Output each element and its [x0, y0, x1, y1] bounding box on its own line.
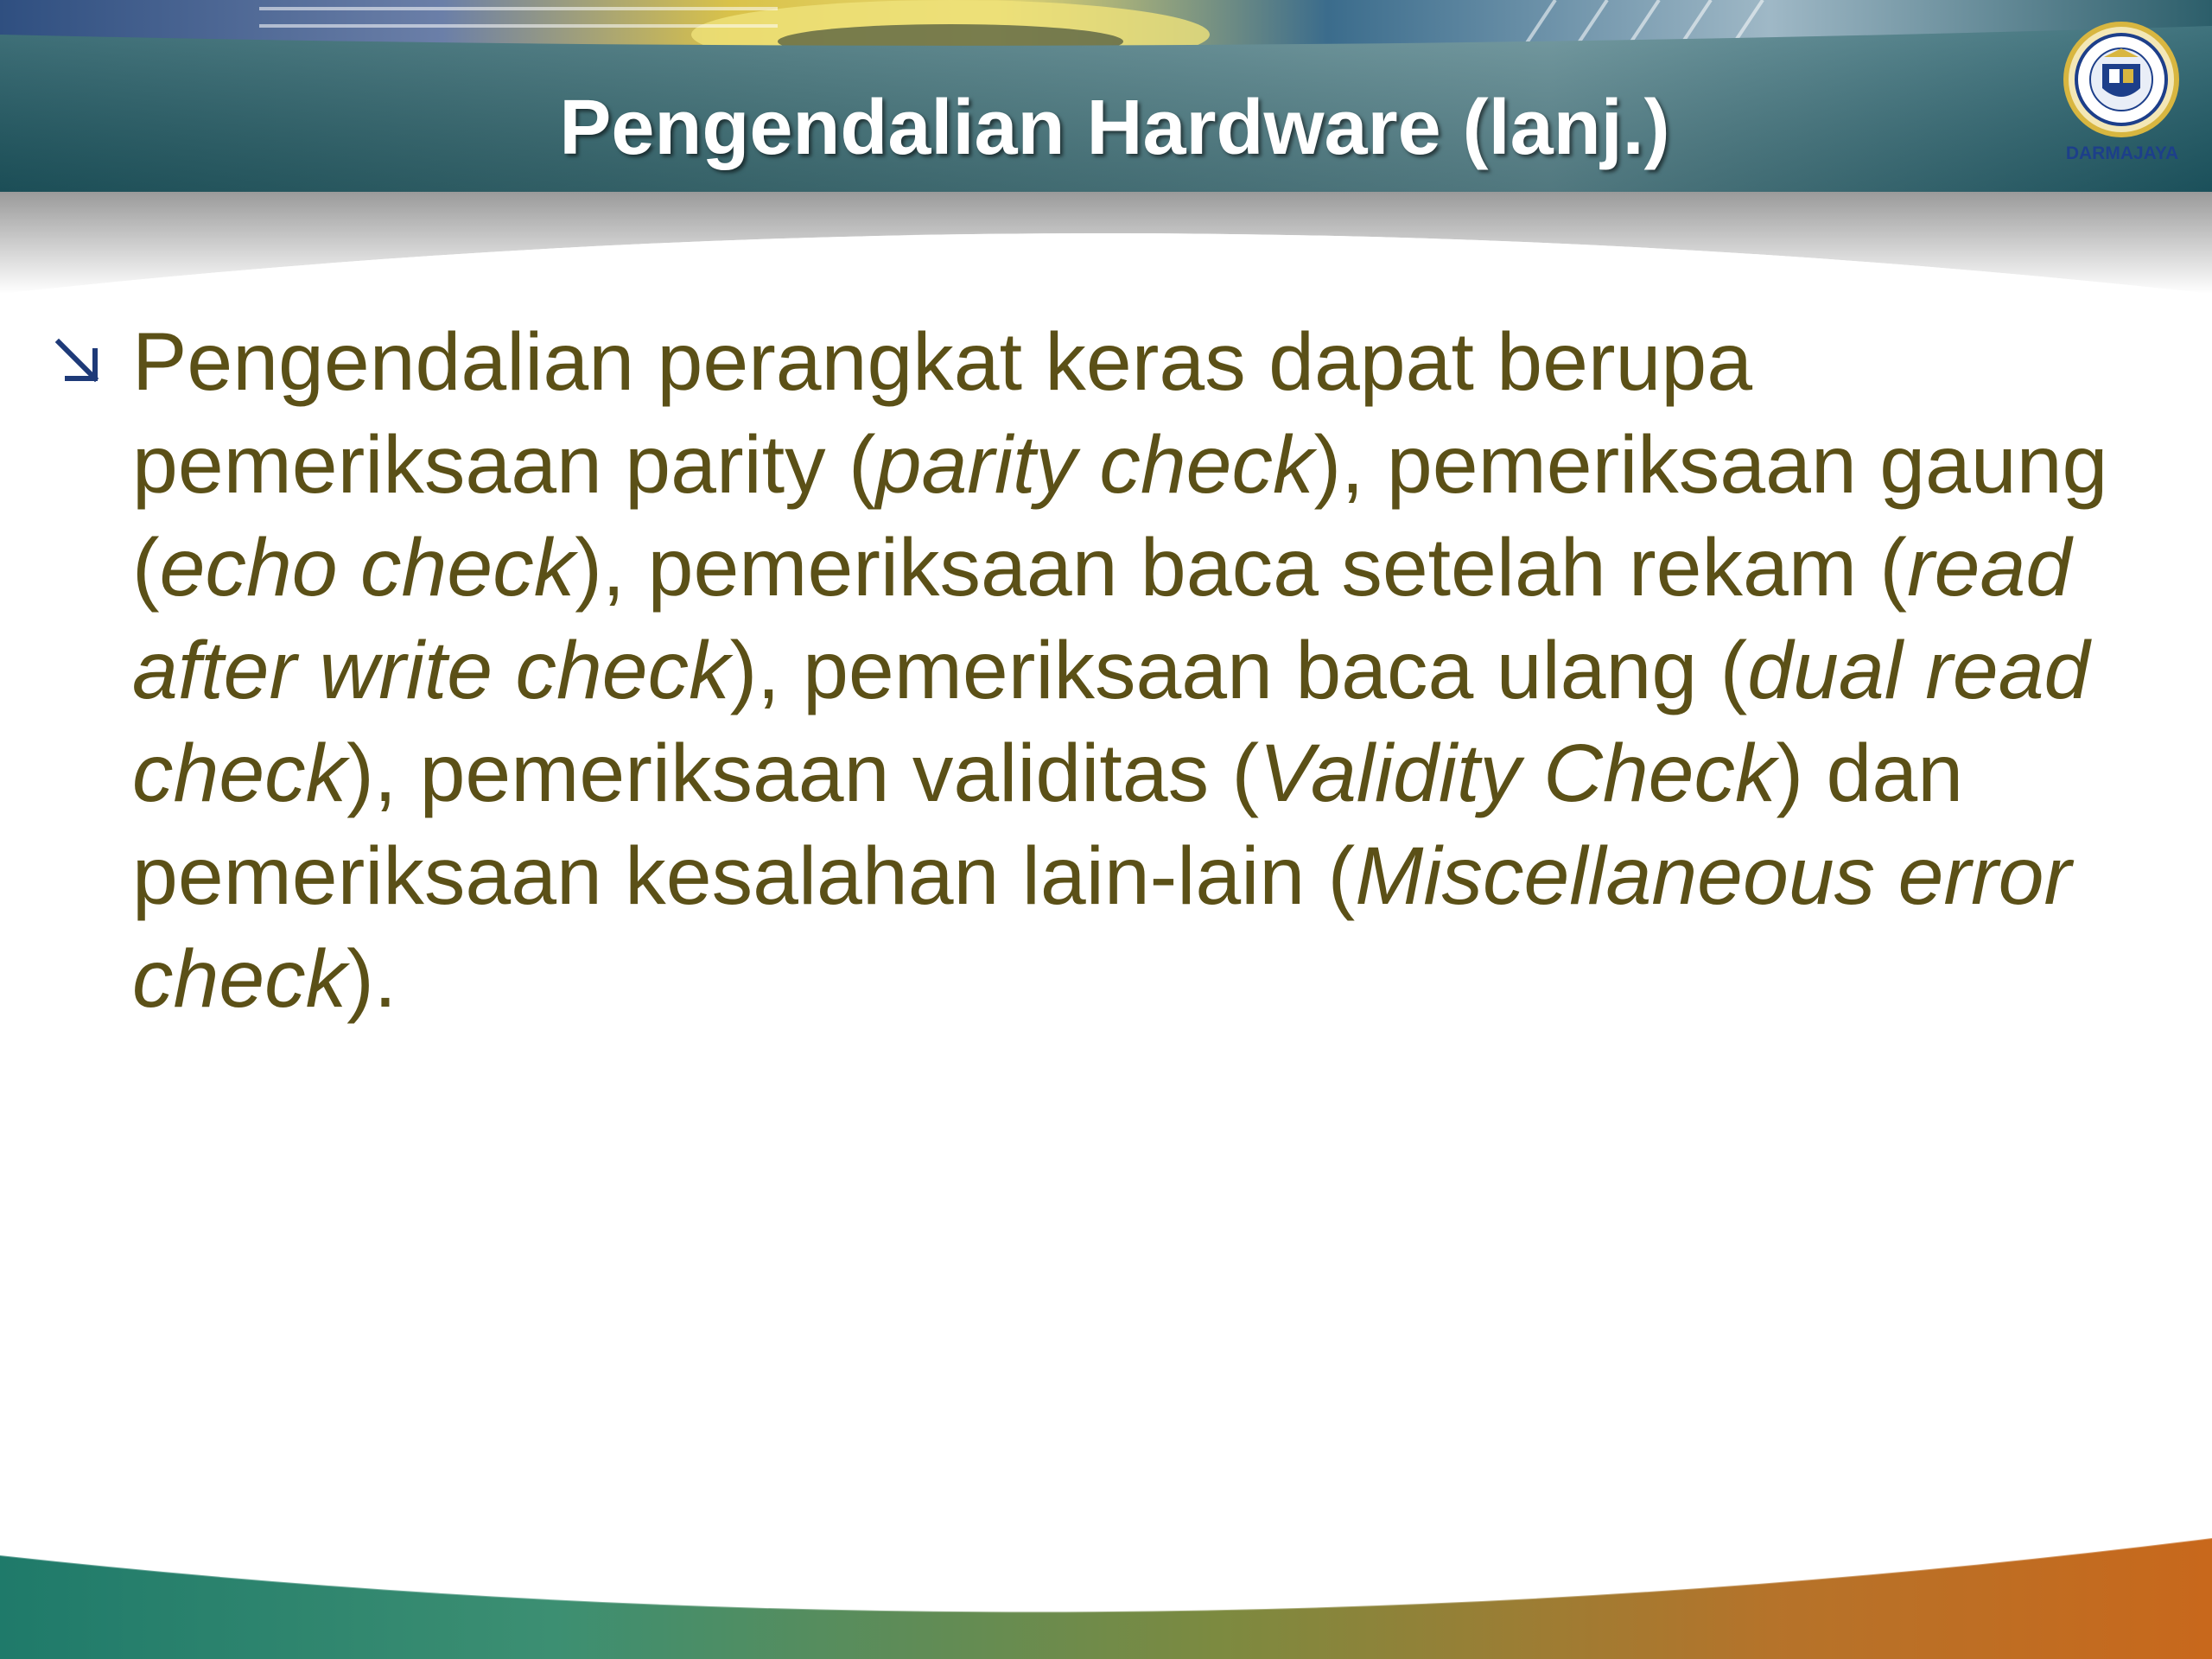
italic-term: echo check [159, 522, 575, 613]
arrow-down-right-icon [52, 335, 104, 387]
text-run: ), pemeriksaan validitas ( [346, 728, 1260, 819]
footer-band [0, 1503, 2212, 1659]
text-run: ) dan pemeriksaan kesalahan lain-lain ( [132, 728, 1964, 922]
italic-term: read after write check [132, 522, 2072, 716]
text-run: ), pemeriksaan baca ulang ( [729, 625, 1748, 716]
bullet-paragraph [132, 311, 2206, 1031]
footer-background [0, 1503, 2212, 1659]
text-run: ), pemeriksaan gaung ( [132, 419, 2108, 613]
italic-term: dual read check [132, 625, 2090, 819]
text-run: Pengendalian perangkat keras dapat berupa pemeriksaan parity ( [132, 316, 1753, 511]
header-banner [0, 0, 2212, 294]
italic-term: parity check [875, 419, 1314, 511]
text-run: ), pemeriksaan baca setelah rekam ( [575, 522, 1908, 613]
text-run: ). [346, 933, 397, 1025]
italic-term: Validity Check [1259, 728, 1777, 819]
slide-title: Pengendalian Hardware (lanj.) [559, 85, 1670, 171]
logo-text: DARMAJAYA [2065, 143, 2179, 163]
italic-term: Miscellaneous error check [132, 830, 2072, 1025]
